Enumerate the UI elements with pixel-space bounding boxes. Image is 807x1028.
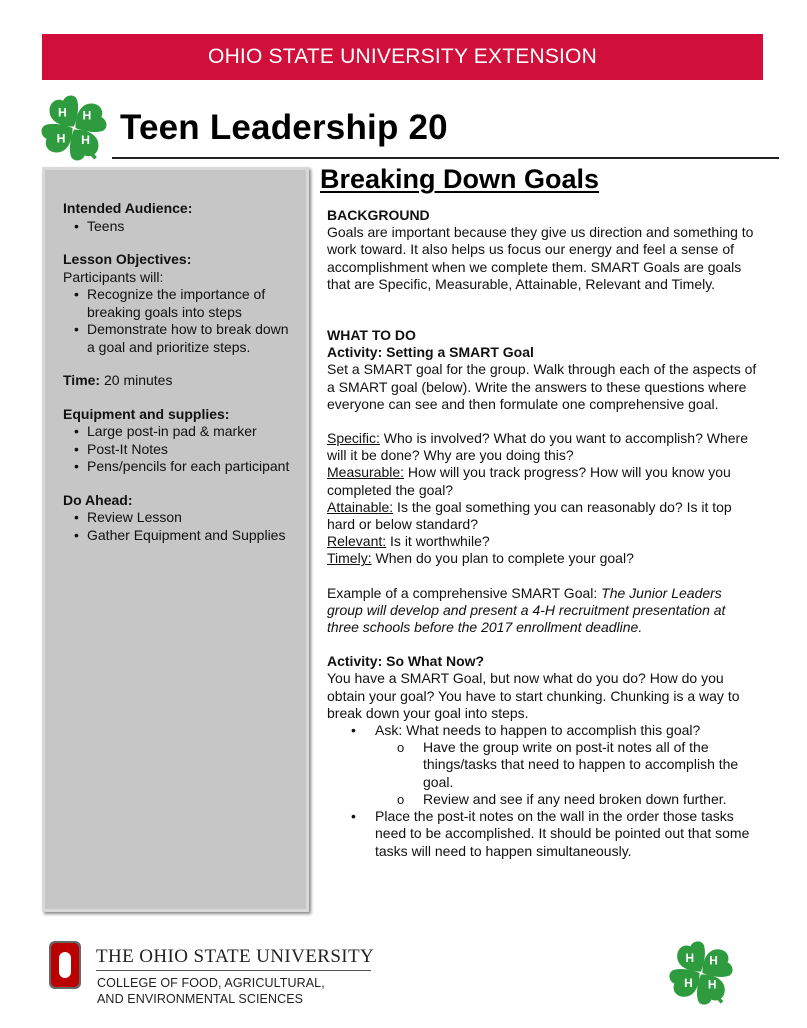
sub-step-item: o Review and see if any need broken down further.: [397, 790, 727, 807]
do-ahead-section: [63, 492, 293, 545]
svg-text:H: H: [685, 950, 695, 965]
objectives-heading: Lesson Objectives:: [63, 251, 192, 267]
smart-relevant: [327, 533, 757, 550]
svg-text:H: H: [684, 976, 693, 990]
example-intro: Example of a comprehensive SMART Goal:: [327, 584, 602, 601]
smart-timely: [327, 550, 757, 567]
svg-text:H: H: [82, 108, 92, 123]
lesson-sidebar: [42, 167, 309, 912]
step-item: • Place the post-it notes on the wall in the order those tasks need to be accomplished. It should be pointed out that some tasks will need to happen simultaneously.: [351, 808, 750, 859]
sub-step-item: o Have the group write on post-it notes all of the things/tasks that need to happen to accomplish the goal.: [397, 739, 739, 790]
footer-divider: [96, 970, 371, 971]
equipment-section: [63, 406, 293, 476]
smart-measurable: [327, 464, 757, 498]
objective-item: • Recognize the importance of breaking goals into steps: [73, 286, 293, 321]
objective-item: • Demonstrate how to break down a goal and prioritize steps.: [73, 321, 293, 356]
objectives-intro: Participants will:: [63, 268, 164, 285]
activity1-heading: Activity: Setting a SMART Goal: [327, 344, 534, 361]
svg-text:H: H: [709, 953, 718, 968]
do-ahead-item: • Review Lesson: [73, 509, 293, 527]
title-divider: [112, 157, 779, 159]
page-title: Teen Leadership 20: [120, 108, 448, 147]
college-name: COLLEGE OF FOOD, AGRICULTURAL, AND ENVIRONMENTAL SCIENCES: [97, 976, 325, 1006]
do-ahead-heading: Do Ahead:: [63, 491, 133, 508]
time-section: [63, 372, 293, 390]
smart-term: Measurable:: [327, 464, 405, 481]
equipment-item: • Post-It Notes: [73, 441, 293, 459]
smart-term: Timely:: [327, 550, 372, 567]
svg-text:H: H: [56, 131, 66, 146]
4h-clover-logo-icon: [38, 92, 110, 164]
smart-term: Relevant:: [327, 533, 387, 550]
smart-term: Specific:: [327, 430, 380, 447]
equipment-item: • Pens/pencils for each participant: [73, 458, 293, 476]
svg-text:H: H: [58, 105, 67, 120]
background-text: Goals are important because they give us direction and something to work toward. It also helps us focus our energy and feel a sense of accomplishment when we complete them. SMART Goals are goals that are Specific, Measurable, Attainable, Relevant and Timely.: [327, 224, 754, 292]
what-to-do-heading: WHAT TO DO: [327, 327, 416, 344]
smart-attainable: [327, 499, 757, 533]
smart-term: Attainable:: [327, 498, 394, 515]
audience-item: • Teens: [73, 218, 293, 236]
smart-text: Is it worthwhile?: [386, 533, 490, 550]
do-ahead-item: • Gather Equipment and Supplies: [73, 527, 293, 545]
smart-specific: [327, 430, 757, 464]
smart-text: When do you plan to complete your goal?: [371, 550, 634, 567]
background-heading: BACKGROUND: [327, 207, 430, 223]
smart-text: Is the goal something you can reasonably do? Is it top hard or below standard?: [327, 498, 732, 533]
smart-text: Who is involved? What do you want to accomplish? Where will it be done? Why are you doing this?: [327, 430, 748, 464]
lesson-content: [327, 207, 757, 860]
step-item: • Ask: What needs to happen to accomplish this goal?: [351, 722, 701, 739]
equipment-heading: Equipment and supplies:: [63, 405, 230, 422]
activity1-text: Set a SMART goal for the group. Walk through each of the aspects of a SMART goal (below). Write the answers to these questions where everyone can see and then formulate one comprehensive goal.: [327, 361, 757, 412]
audience-heading: Intended Audience:: [63, 200, 193, 216]
section-title: Breaking Down Goals: [320, 164, 600, 194]
time-label: Time:: [63, 372, 101, 388]
4h-clover-footer-icon: [666, 938, 736, 1008]
svg-text:H: H: [81, 132, 90, 147]
extension-banner: OHIO STATE UNIVERSITY EXTENSION: [42, 34, 763, 80]
osu-block-o-logo-icon: [48, 940, 82, 990]
objectives-section: [63, 251, 293, 356]
smart-text: How will you track progress? How will you know you completed the goal?: [327, 464, 731, 498]
example-goal-text: The Junior Leaders group will develop and present a 4-H recruitment presentation at three schools before the 2017 enrollment deadline.: [327, 584, 726, 636]
svg-text:H: H: [707, 977, 717, 992]
activity2-heading: Activity: So What Now?: [327, 653, 485, 670]
audience-section: [63, 200, 293, 235]
time-value: 20 minutes: [100, 372, 173, 388]
example-goal: [327, 585, 757, 637]
equipment-item: • Large post-in pad & marker: [73, 423, 293, 441]
activity2-text: You have a SMART Goal, but now what do you do? How do you obtain your goal? You have to start chunking. Chunking is a way to break down your goal into steps.: [327, 670, 740, 721]
osu-wordmark: THE OHIO STATE UNIVERSITY: [96, 946, 375, 967]
